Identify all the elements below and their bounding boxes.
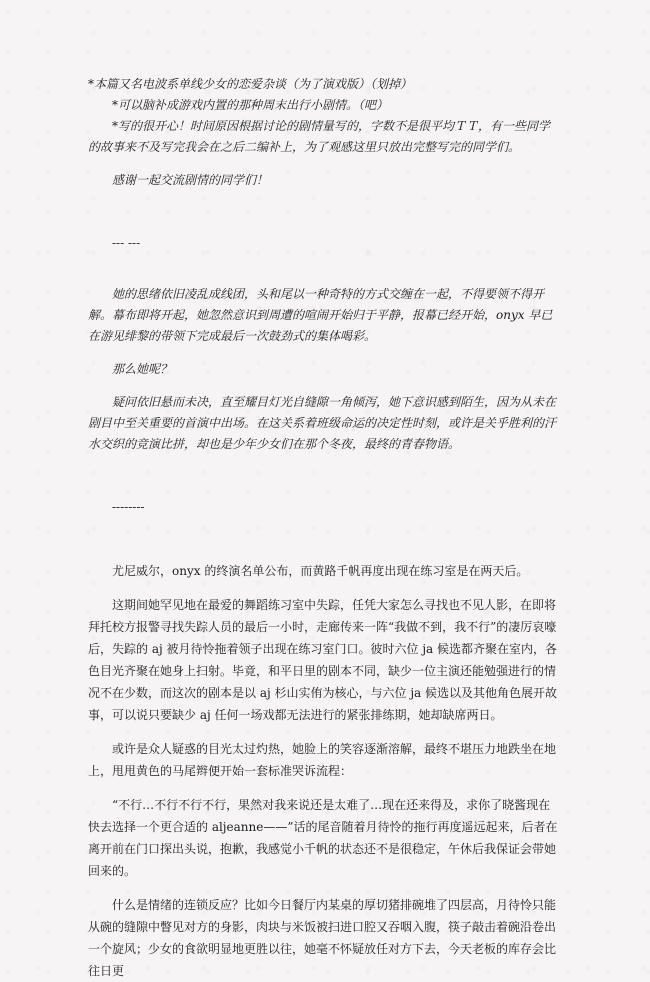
intro-paragraph: 疑问依旧悬而未决，直至耀目灯光自缝隙一角倾泻，她下意识感到陌生，因为从未在剧目中至关重要的首演中出场。在这关系着班级命运的决定性时刻，或许是关乎胜利的汗水交织的竞演比拼，却也是少年少女们在那个冬夜，最终的青春物语。: [88, 395, 557, 451]
author-notes: [88, 74, 558, 191]
intro-paragraph: 她的思绪依旧凌乱成线团，头和尾以一种奇特的方式交缠在一起，不得要领不得开解。幕布即将开起，她忽然意识到周遭的喧闹开始归于平静，报幕已经开始，onyx 早已在游见绯黎的带领下完成最后一次鼓劲式的集体喝彩。: [88, 287, 553, 343]
story-paragraph: “不行…不行不行不行，果然对我来说还是太难了…现在还来得及，求你了晓酱现在快去选择一个更合适的 aljeanne——”话的尾音随着月待怜的拖行再度遥远起来，后者在离开前在门口探出头说，抱歉，我感觉小千帆的状态还不是很稳定，午休后我保证会带她回来的。: [88, 798, 558, 878]
note-title: *本篇又名电波系单线少女的恋爱杂谈（为了演戏版）（划掉）: [88, 77, 413, 91]
story-paragraph: 什么是情绪的连锁反应？比如今日餐厅内某桌的厚切猪排碗堆了四层高，月待怜只能从碗的缝隙中瞥见对方的身影，肉块与米饭被扫进口腔又吞咽入腹，筷子敲击着碗沿卷出一个旋风；少女的食欲明显地更胜以往，她毫不怀疑放任对方下去，今天老板的库存会比往日更: [88, 898, 557, 978]
story-paragraph: 或许是众人疑惑的目光太过灼热，她脸上的笑容逐渐溶解，最终不堪压力地跌坐在地上，甩甩黄色的马尾辫便开始一套标准哭诉流程：: [88, 742, 557, 778]
section-separator: --- ---: [112, 236, 141, 250]
note-item: *可以脑补成游戏内置的那种周末出行小剧情。（吧）: [112, 98, 389, 112]
intro-section: [88, 284, 558, 455]
section-separator: --------: [112, 500, 145, 514]
story-paragraph: 尤尼威尔，onyx 的终演名单公布，而黄路千帆再度出现在练习室是在两天后。: [112, 564, 529, 578]
document-content: [88, 74, 558, 982]
note-item: *写的很开心！时间原因根据讨论的剧情量写的，字数不是很平均ＴＴ，有一些同学的故事来不及写完我会在之后二编补上，为了观感这里只放出完整写完的同学们。: [88, 119, 551, 154]
thanks-note: 感谢一起交流剧情的同学们！: [112, 173, 269, 187]
story-body: [88, 560, 558, 982]
story-paragraph: 这期间她罕见地在最爱的舞蹈练习室中失踪，任凭大家怎么寻找也不见人影，在即将拜托校方报警寻找失踪人员的最后一小时，走廊传来一阵“我做不到，我不行”的凄厉哀嚎后，失踪的 aj 被月待怜拖着领子出现在练习室门口。彼时六位 ja 候选都齐聚在室内，各色目光齐聚在她身上扫射。毕竟，和平日里的剧本不同，缺少一位主演还能勉强进行的情况不在少数，而这次的剧本是以 aj 杉山实侑为核心，与六位 ja 候选以及其他角色展开故事，可以说只要缺少 aj 任何一场戏都无法进行的紧张排练期，她却缺席两日。: [88, 598, 558, 722]
intro-paragraph: 那么她呢？: [112, 362, 173, 376]
